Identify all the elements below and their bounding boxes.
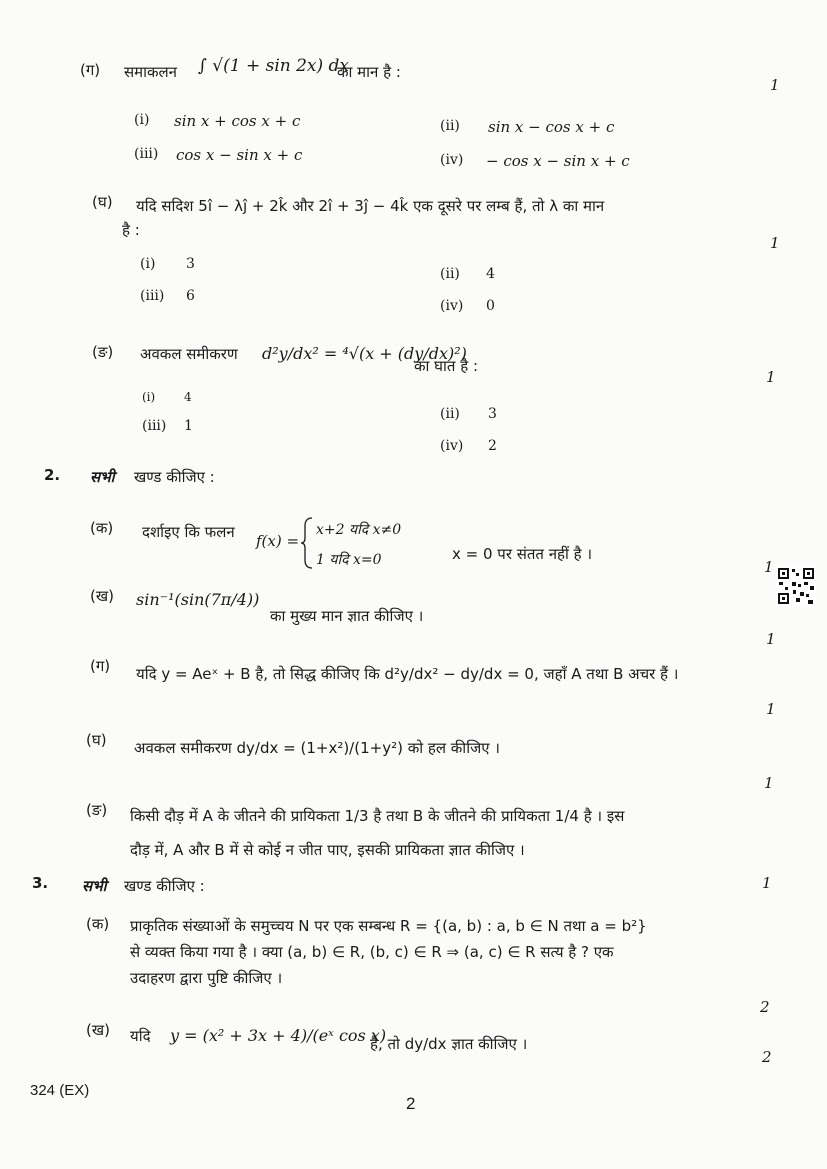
q1-ng-opt3-label: (iii): [142, 418, 167, 434]
q2-k-mark: 1: [764, 558, 774, 576]
q1-ng-post: का घात है :: [414, 357, 479, 375]
q2-heading-bold: सभी: [90, 468, 115, 486]
q3-heading-rest: खण्ड कीजिए :: [124, 877, 205, 895]
q2-kh-post: का मुख्य मान ज्ञात कीजिए ।: [270, 607, 424, 625]
q1-ng-equation: d²y/dx² = ⁴√(x + (dy/dx)²): [262, 344, 467, 363]
q3-k-label: (क): [86, 915, 110, 933]
q1-g-opt2-text: sin x − cos x + c: [488, 118, 615, 136]
q2-g-text: यदि y = Aeˣ + B है, तो सिद्ध कीजिए कि d²y/dx² − dy/dx = 0, जहाँ A तथा B अचर हैं ।: [136, 665, 679, 683]
q2-ng-mark: 1: [762, 874, 772, 892]
q2-ng-line1: किसी दौड़ में A के जीतने की प्रायिकता 1/3 है तथा B के जीतने की प्रायिकता 1/4 है । इस: [130, 807, 625, 825]
q3-number: 3.: [32, 874, 49, 892]
q1-gh-line1: यदि सदिश 5î − λĵ + 2k̂ और 2î + 3ĵ − 4k̂ एक दूसरे पर लम्ब हैं, तो λ का मान: [136, 197, 605, 215]
q1-gh-opt1-label: (i): [140, 256, 156, 272]
q2-k-label: (क): [90, 519, 114, 537]
q1-ng-opt3-text: 1: [184, 418, 193, 434]
q1-g-opt1-label: (i): [134, 112, 150, 128]
q3-kh-post: है, तो dy/dx ज्ञात कीजिए ।: [370, 1035, 528, 1053]
q3-kh-expr: y = (x² + 3x + 4)/(eˣ cos x): [170, 1026, 387, 1045]
q1-ng-mark: 1: [766, 368, 776, 386]
q2-ng-label: (ङ): [86, 801, 108, 819]
q1-ng-opt4-text: 2: [488, 438, 497, 454]
q2-gh-mark: 1: [764, 774, 774, 792]
page-number: 2: [406, 1094, 416, 1113]
q1-gh-opt3-label: (iii): [140, 288, 165, 304]
q2-k-case2: 1 यदि x=0: [316, 552, 382, 568]
q1-gh-line2: है :: [122, 221, 140, 239]
q1-g-integral: ∫ √(1 + sin 2x) dx: [198, 56, 350, 76]
q2-k-case1: x+2 यदि x≠0: [316, 522, 402, 538]
q3-k-mark: 2: [760, 998, 770, 1016]
q1-gh-opt4-label: (iv): [440, 298, 464, 314]
q2-k-brace: [300, 516, 314, 570]
q1-g-post: का मान है :: [337, 63, 401, 81]
q2-kh-label: (ख): [90, 587, 114, 605]
q2-g-label: (ग): [90, 657, 111, 675]
q2-k-post: x = 0 पर संतत नहीं है ।: [452, 545, 593, 563]
q1-ng-opt1-label: (i): [142, 390, 156, 404]
q1-g-opt3-text: cos x − sin x + c: [176, 146, 303, 164]
paper-code: 324 (EX): [30, 1082, 90, 1099]
q2-gh-text: अवकल समीकरण dy/dx = (1+x²)/(1+y²) को हल कीजिए ।: [134, 739, 500, 757]
q1-gh-opt1-text: 3: [186, 256, 195, 272]
q2-kh-mark: 1: [766, 630, 776, 648]
q3-heading-bold: सभी: [82, 877, 107, 895]
q1-gh-mark: 1: [770, 234, 780, 252]
q1-gh-opt3-text: 6: [186, 288, 195, 304]
q2-number: 2.: [44, 466, 61, 484]
q1-g-opt2-label: (ii): [440, 118, 460, 134]
q1-g-opt1-text: sin x + cos x + c: [174, 112, 301, 130]
q1-g-opt4-label: (iv): [440, 152, 464, 168]
q1-g-pre: समाकलन: [124, 63, 178, 81]
q1-gh-opt2-text: 4: [486, 266, 495, 282]
q1-g-label: (ग): [80, 61, 101, 79]
q3-k-line1: प्राकृतिक संख्याओं के समुच्चय N पर एक सम्बन्ध R = {(a, b) : a, b ∈ N तथा a = b²}: [130, 917, 647, 935]
q1-ng-opt1-text: 4: [184, 390, 192, 404]
q1-ng-opt2-text: 3: [488, 406, 497, 422]
q2-k-fx: f(x) =: [256, 532, 300, 550]
q1-gh-opt4-text: 0: [486, 298, 495, 314]
q1-ng-label: (ङ): [92, 343, 114, 361]
q1-g-mark: 1: [770, 76, 780, 94]
q2-k-pre: दर्शाइए कि फलन: [142, 523, 235, 541]
q2-kh-expr: sin⁻¹(sin(7π/4)): [136, 590, 260, 609]
q1-ng-opt2-label: (ii): [440, 406, 460, 422]
q1-ng-pre: अवकल समीकरण: [140, 345, 238, 363]
q3-k-line2: से व्यक्त किया गया है । क्या (a, b) ∈ R, (b, c) ∈ R ⇒ (a, c) ∈ R सत्य है ? एक: [130, 943, 614, 961]
q3-kh-pre: यदि: [130, 1027, 151, 1045]
q1-gh-opt2-label: (ii): [440, 266, 460, 282]
q3-k-line3: उदाहरण द्वारा पुष्टि कीजिए ।: [130, 969, 283, 987]
q2-ng-line2: दौड़ में, A और B में से कोई न जीत पाए, इसकी प्रायिकता ज्ञात कीजिए ।: [130, 841, 525, 859]
q1-g-opt4-text: − cos x − sin x + c: [486, 152, 630, 170]
q2-heading-rest: खण्ड कीजिए :: [134, 468, 215, 486]
q1-ng-opt4-label: (iv): [440, 438, 464, 454]
q3-kh-mark: 2: [762, 1048, 772, 1066]
q1-g-opt3-label: (iii): [134, 146, 159, 162]
q2-g-mark: 1: [766, 700, 776, 718]
qr-code-icon: [776, 566, 816, 606]
q1-gh-label: (घ): [92, 193, 113, 211]
q2-gh-label: (घ): [86, 731, 107, 749]
q3-kh-label: (ख): [86, 1021, 110, 1039]
